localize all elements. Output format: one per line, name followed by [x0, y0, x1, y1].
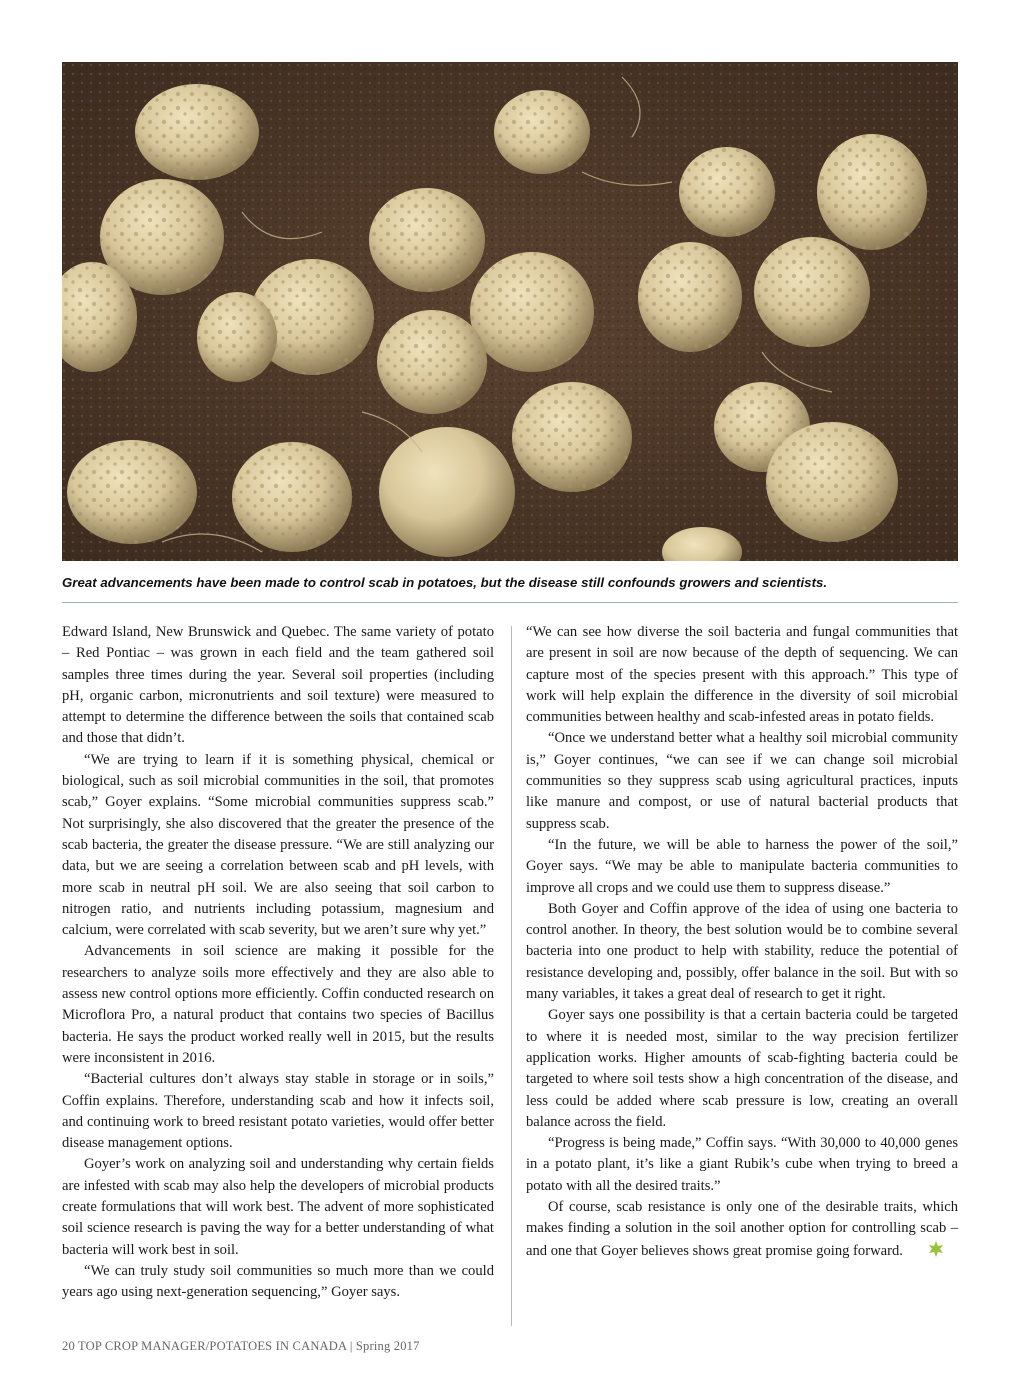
paragraph: “In the future, we will be able to harness the power of the soil,” Goyer says. “We may be able to manipulate bacteria communities to improve all crops and we could use them to suppress disease.”: [526, 836, 958, 896]
paragraph: “We can truly study soil communities so much more than we could years ago using next-generation sequencing,” Goyer says.: [62, 1262, 494, 1301]
photo-caption: Great advancements have been made to control scab in potatoes, but the disease still confounds growers and scientists.: [62, 575, 828, 590]
left-column: [62, 622, 494, 1304]
paragraph: Goyer says one possibility is that a certain bacteria could be targeted to where it is needed most, similar to the way precision fertilizer application works. Higher amounts of scab-fighting bacteria could be targeted to where soil tests show a high concentration of the disease, and less could be added where scab pressure is low, creating an overall balance across the field.: [526, 1007, 958, 1130]
paragraph: Goyer’s work on analyzing soil and understanding why certain fields are infested with scab may also help the developers of microbial products create formulations that will work best. The advent of more sophisticated soil science research is paving the way for a better understanding of what bacteria will work best in soil.: [62, 1156, 494, 1258]
caption-rule: [62, 602, 958, 603]
right-column: [526, 622, 958, 1265]
paragraph: “We are trying to learn if it is something physical, chemical or biological, such as soil microbial communities in the soil, that promotes scab,” Goyer explains. “Some microbial communities suppress scab.” Not surprisingly, she also discovered that the greater the presence of the scab bacteria, the greater the disease pressure. “We are still analyzing our data, but we are seeing a correlation between scab and pH levels, with more scab in neutral pH soil. We are also seeing that soil carbon to nitrogen ratio, and nutrients including potassium, magnesium and calcium, were correlated with scab severity, but we aren’t sure why yet.”: [62, 751, 494, 939]
paragraph: Both Goyer and Coffin approve of the idea of using one bacteria to control another. In theory, the best solution would be to combine several bacteria into one product to help with stability, reduce the potential of resistance developing and, possibly, offer balance in the soil. But with so many variables, it takes a great deal of research to get it right.: [526, 900, 958, 1003]
final-paragraph-text: Of course, scab resistance is only one of the desirable traits, which makes finding a solution in the soil another option for controlling scab – and one that Goyer believes shows great promise going forward.: [526, 1199, 958, 1259]
paragraph: “Bacterial cultures don’t always stay stable in storage or in soils,” Coffin explains. Therefore, understanding scab and how it infects soil, and continuing work to breed resistant potato varieties, would offer better disease management options.: [62, 1071, 494, 1152]
paragraph: “Once we understand better what a healthy soil microbial community is,” Goyer continues, “we can see if we can change soil microbial communities so they suppress scab using agricultural practices, inputs like manure and compost, or use of natural bacterial products that suppress scab.: [526, 730, 958, 832]
column-divider: [511, 626, 512, 1326]
page-footer: 20 TOP CROP MANAGER/POTATOES IN CANADA | Spring 2017: [62, 1339, 420, 1353]
potato-scab-photo: [62, 62, 958, 561]
paragraph: “Progress is being made,” Coffin says. “With 30,000 to 40,000 genes in a potato plant, it’s like a giant Rubik’s cube when trying to breed a potato with all the desired traits.”: [526, 1135, 958, 1194]
final-paragraph: [526, 1197, 958, 1265]
end-of-article-icon: [905, 1240, 945, 1265]
paragraph: Edward Island, New Brunswick and Quebec. The same variety of potato – Red Pontiac – was grown in each field and the team gathered soil samples three times during the year. Several soil properties (including pH, organic carbon, micronutrients and soil texture) were measured to attempt to determine the difference between the soils that contained scab and those that didn’t.: [62, 624, 494, 747]
paragraph: “We can see how diverse the soil bacteria and fungal communities that are present in soil are now because of the depth of sequencing. We can capture most of the species present with this approach.” This type of work will help explain the difference in the diversity of soil microbial communities between healthy and scab-infested areas in potato fields.: [526, 624, 958, 726]
paragraph: Advancements in soil science are making it possible for the researchers to analyze soils more effectively and they are also able to assess new control options more efficiently. Coffin conducted research on Microflora Pro, a natural product that contains two species of Bacillus bacteria. He says the product worked really well in 2015, but the results were inconsistent in 2016.: [62, 943, 494, 1066]
